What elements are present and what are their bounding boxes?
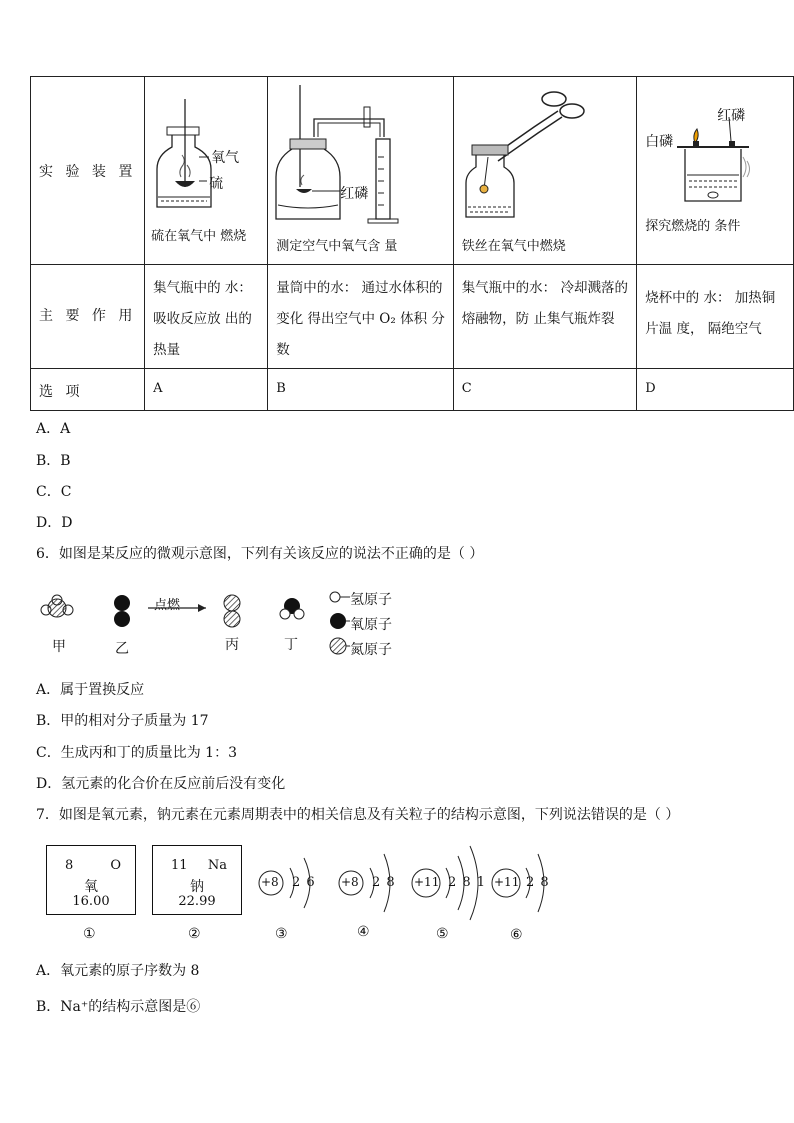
atom6-nucleus: +11 [494, 875, 520, 889]
experiment-table [30, 76, 794, 411]
function-a: 集气瓶中的 水：吸收反应放 出的热量 [145, 265, 268, 369]
marker-3: ③ [275, 926, 288, 942]
marker-5: ⑤ [436, 926, 449, 942]
q6-stem: 6．如图是某反应的微观示意图，下列有关该反应的说法不正确的是（ ） [36, 546, 484, 562]
row-label-option: 选 项 [31, 369, 145, 411]
option-d: D [637, 369, 794, 411]
label-white-phosphorus: 白磷 [645, 134, 674, 150]
atom5-shells: 2 8 1 [448, 875, 486, 890]
q6-choice-c[interactable]: C．生成丙和丁的质量比为 1：3 [36, 745, 237, 761]
caption-air-oxygen: 测定空气中氧气含 量 [276, 239, 398, 254]
option-b: B [268, 369, 453, 411]
label-red-phosphorus: 红磷 [340, 186, 369, 202]
reaction-diagram [36, 586, 336, 634]
label-oxygen: 氧气 [211, 150, 240, 166]
q7-stem: 7．如图是氧元素，钠元素在元素周期表中的相关信息及有关粒子的结构示意图，下列说法错误的是（ ） [36, 807, 680, 823]
atom6-shells: 2 8 [526, 875, 549, 890]
option-c: C [453, 369, 637, 411]
row-label-function: 主 要 作 用 [31, 265, 145, 369]
molecule-label-bing: 丙 [225, 637, 239, 653]
function-c: 集气瓶中的水： 冷却溅落的熔融物，防 止集气瓶炸裂 [453, 265, 637, 369]
reaction-condition: 点燃 [154, 598, 181, 613]
q5-choice-c[interactable]: C．C [36, 484, 72, 500]
row-label-apparatus: 实 验 装 置 [31, 77, 145, 265]
caption-sulfur: 硫在氧气中 燃烧 [151, 229, 247, 244]
molecule-label-jia: 甲 [52, 639, 66, 655]
atom3-nucleus: +8 [261, 875, 279, 889]
marker-6: ⑥ [510, 927, 523, 943]
legend-oxygen: 氧原子 [350, 617, 392, 633]
atom3-shells: 2 6 [292, 875, 315, 890]
q6-choice-b[interactable]: B．甲的相对分子质量为 17 [36, 713, 209, 729]
function-d: 烧杯中的 水： 加热铜片温 度， 隔绝空气 [637, 265, 794, 369]
atom4-nucleus: +8 [341, 875, 359, 889]
caption-combustion-conditions: 探究燃烧的 条件 [645, 219, 741, 234]
apparatus-air-oxygen [268, 77, 453, 265]
q5-choice-a[interactable]: A．A [36, 421, 71, 437]
label-sulfur: 硫 [209, 176, 224, 192]
q6-choice-a[interactable]: A．属于置换反应 [36, 682, 145, 698]
atom-legend-icons [328, 588, 352, 660]
legend-hydrogen: 氢原子 [350, 592, 392, 608]
molecule-label-yi: 乙 [115, 641, 129, 657]
caption-iron-wire: 铁丝在氧气中燃烧 [461, 239, 566, 254]
q7-choice-a[interactable]: A．氧元素的原子序数为 8 [36, 963, 200, 979]
function-b: 量筒中的水： 通过水体积的变化 得出空气中 O₂ 体积 分数 [268, 265, 453, 369]
apparatus-sulfur [145, 77, 268, 265]
legend-nitrogen: 氮原子 [350, 642, 392, 658]
apparatus-combustion-conditions [637, 77, 794, 265]
element-card-oxygen: 8 O 氧 16.00 [46, 845, 136, 915]
molecule-label-ding: 丁 [284, 637, 298, 653]
q5-choice-d[interactable]: D．D [36, 515, 73, 531]
combustion-drawing [637, 77, 793, 265]
marker-2: ② [188, 926, 201, 942]
option-a: A [145, 369, 268, 411]
q7-choice-b[interactable]: B．Na⁺的结构示意图是⑥ [36, 999, 201, 1015]
label-red-phosphorus-2: 红磷 [717, 108, 746, 124]
marker-1: ① [83, 926, 96, 942]
q5-choice-b[interactable]: B．B [36, 453, 71, 469]
atom5-nucleus: +11 [414, 875, 440, 889]
marker-4: ④ [357, 924, 370, 940]
q6-choice-d[interactable]: D．氢元素的化合价在反应前后没有变化 [36, 776, 286, 792]
apparatus-iron-wire [453, 77, 637, 265]
atom4-shells: 2 8 [372, 875, 395, 890]
element-card-sodium: 11 Na 钠 22.99 [152, 845, 242, 915]
